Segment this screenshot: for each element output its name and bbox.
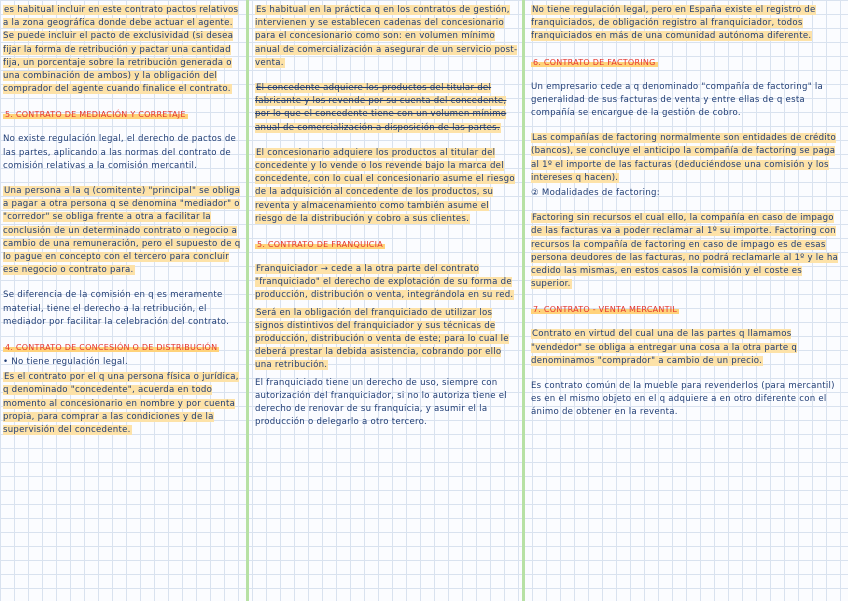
column-separator — [246, 0, 249, 601]
paragraph: es habitual incluir en este contrato pactos relativos a la zona geográfica donde debe actuar el agente. Se puede incluir el pacto de exclusividad (si desea fijar la forma de retribución y pactar una cantidad fija, un porcentaje sobre la retribución generada o una combinación de ambos) y la obligación del comprador del agente cuando finalice el contrato. — [3, 5, 239, 95]
numbered-heading: ② Modalidades de factoring: — [531, 188, 660, 199]
paragraph: Un empresario cede a q denominado "compañía de factoring" la generalidad de sus facturas de venta y entre ellas de q esta compañía se encargue de la gestión de cobro. — [531, 81, 824, 119]
column-2 — [255, 4, 518, 441]
struck-paragraph: El concedente adquiere los productos del titular del fabricante y los revende por su cuenta del concedente, por lo que el concedente tiene con un volumen mínimo anual de comercialización a disposición de las partes. — [255, 83, 507, 133]
paragraph: No tiene regulación legal, pero en España existe el registro de franquiciados, de obligación registro al franquiciador, todos franquiciados en más de una comunidad autónoma diferente. — [531, 5, 816, 42]
column-3 — [531, 4, 844, 432]
paragraph: Será en la obligación del franquiciado de utilizar los signos distintivos del franquiciador y sus técnicas de producción, distribución o venta de este; para lo cual le deberá prestar la debida asistencia, cobrando por ello una retribución. — [255, 307, 509, 371]
paragraph: Se diferencia de la comisión en q es meramente material, tiene el derecho a la retribución, el mediador por facilitar la celebración del contrato. — [3, 290, 230, 327]
paragraph: Una persona a la q (comitente) "principal" se obliga a pagar a otra persona q se denomina "mediador" o "corredor" se obliga frente a otra a facilitar la conclusión de un determinado contrato o negocio a cambio de una remuneración, pero el supuesto de q lo pague en concepto con el tercero para concluir ese negocio o contrato para. — [3, 186, 241, 276]
column-1 — [3, 4, 243, 449]
paragraph: No existe regulación legal, el derecho de pactos de las partes, aplicando a las normas del contrato de comisión relativas a la comisión mercantil. — [3, 134, 237, 171]
paragraph: El franquiciado tiene un derecho de uso, siempre con autorización del franquiciador, si no lo autoriza tiene el derecho de renovar de su franquicia, y asumir el la producción o delegarlo a otro tercero. — [255, 377, 507, 428]
paragraph: Factoring sin recursos el cual ello, la compañía en caso de impago de las facturas va a poder reclamar al 1º su importe. Factoring con recursos la compañía de factoring en caso de impago es de esas persona deudores de las facturas, no podrá reclamarle al 1º y le ha cedido las mismas, en estos casos la comisión y el coste es superior. — [531, 213, 839, 290]
section-title: 5. CONTRATO DE FRANQUICIA — [257, 240, 383, 250]
paragraph: Es el contrato por el q una persona física o jurídica, q denominado "concedente", acuerda en todo momento al concesionario en nombre y por cuenta propia, para comprar a las condiciones y de la supervisión del concedente. — [3, 372, 239, 436]
paragraph: Es contrato común de la mueble para revenderlos (para mercantil) es en el mismo objeto en el q adquiere a en otro diferente con el ánimo de obtener en la reventa. — [531, 381, 835, 418]
paragraph: Las compañías de factoring normalmente son entidades de crédito (bancos), se concluye el anticipo la compañía de factoring se paga al 1º el importe de las facturas (deduciéndose una comisión y los intereses q hacen). — [531, 133, 837, 183]
paragraph: Franquiciador → cede a la otra parte del contrato "franquiciado" el derecho de explotación de su forma de producción, distribución o venta, integrándola en su red. — [255, 264, 514, 301]
paragraph: Es habitual en la práctica q en los contratos de gestión, intervienen y se establecen cadenas del concesionario para el concesionario como son: en volumen mínimo anual de comercialización a asegurar de un servicio post-venta. — [255, 5, 518, 68]
section-title: 6. CONTRATO DE FACTORING — [533, 57, 656, 67]
paragraph: Contrato en virtud del cual una de las partes q llamamos "vendedor" se obliga a entregar una cosa a la otra parte q denominamos "comprador" a cambio de un precio. — [531, 329, 798, 366]
column-separator — [522, 0, 525, 601]
bullet-note: • No tiene regulación legal. — [3, 357, 128, 368]
section-title: 7. CONTRATO - VENTA MERCANTIL — [533, 305, 678, 315]
section-title: 4. CONTRATO DE CONCESIÓN O DE DISTRIBUCIÓN — [5, 343, 218, 353]
section-title: 5. CONTRATO DE MEDIACIÓN Y CORRETAJE — [5, 110, 186, 120]
paragraph: El concesionario adquiere los productos al titular del concedente y lo vende o los revende bajo la marca del concedente, con lo cual el concesionario asume el riesgo de la adquisición al concedente de los productos, su reventa y almacenamiento como también asume el riesgo de la distribución y cobro a sus clientes. — [255, 147, 515, 224]
